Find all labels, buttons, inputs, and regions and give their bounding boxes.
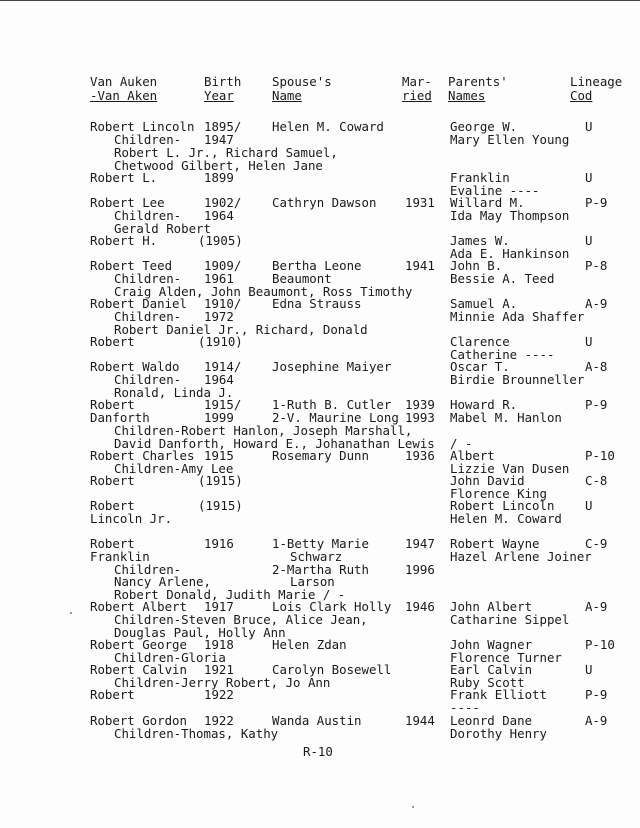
entry-parents: John B. <box>450 258 503 273</box>
header-parents-line-2: Names <box>448 88 486 103</box>
entry-lineage-code: U <box>585 498 593 513</box>
entry-spouse: Edna Strauss <box>272 296 362 311</box>
entry-spouse: 1-Betty Marie <box>272 536 369 551</box>
entry-lineage-code: P-8 <box>585 258 608 273</box>
entry-birth-year: (1915) <box>198 473 243 488</box>
entry-name: Gerald Robert <box>114 221 211 236</box>
entry-parents: Florence King <box>450 486 547 501</box>
entry-birth-year: 1961 <box>204 271 234 286</box>
entry-name: Children- <box>114 271 182 286</box>
entry-name: Robert <box>90 473 135 488</box>
entry-parents: Albert <box>450 448 495 463</box>
header-parents-names <box>448 75 508 103</box>
entry-parents: Hazel Arlene Joiner <box>450 549 592 564</box>
entry-birth-year: 1918 <box>204 637 234 652</box>
entry-spouse: 1-Ruth B. Cutler <box>272 397 392 412</box>
entry-name: Robert Calvin <box>90 662 187 677</box>
entry-name: Children-Steven Bruce, Alice Jean, <box>114 612 368 627</box>
entry-parents: Lizzie Van Dusen <box>450 461 570 476</box>
entry-birth-year: 1947 <box>204 132 234 147</box>
entry-spouse: 2-V. Maurine Long <box>272 410 399 425</box>
entry-name: Danforth <box>90 410 150 425</box>
entry-parents: Clarence <box>450 334 510 349</box>
entry-birth-year: 1899 <box>204 170 234 185</box>
header-surname-line-1: Van Auken <box>90 74 158 89</box>
entry-birth-year: 1999 <box>204 410 234 425</box>
entry-name: Children-Gloria <box>114 650 226 665</box>
entry-parents: Leonrd Dane <box>450 713 533 728</box>
entry-parents: Ada E. Hankinson <box>450 246 570 261</box>
entry-married-year: 1939 <box>405 397 435 412</box>
header-surname-line-2: -Van Aken <box>90 88 158 103</box>
entry-birth-year: 1922 <box>204 687 234 702</box>
entry-married-year: 1936 <box>405 448 435 463</box>
entry-married-year: 1946 <box>405 599 435 614</box>
scan-speck <box>70 612 72 614</box>
entry-parents: George W. <box>450 119 518 134</box>
entry-name: Children-Thomas, Kathy <box>114 726 279 741</box>
top-rule <box>0 0 640 1</box>
entry-name: Children- <box>114 372 182 387</box>
entry-name: Children- <box>114 562 182 577</box>
entry-lineage-code: A-8 <box>585 359 608 374</box>
entry-parents: Oscar T. <box>450 359 510 374</box>
entry-lineage-code: A-9 <box>585 713 608 728</box>
entry-parents: / - <box>450 436 473 451</box>
entry-name: Robert <box>90 536 135 551</box>
entry-name: Nancy Arlene, <box>114 574 211 589</box>
entry-name: Robert Albert <box>90 599 187 614</box>
header-surname <box>90 75 157 103</box>
entry-name: Children-Jerry Robert, Jo Ann <box>114 675 331 690</box>
entry-lineage-code: A-9 <box>585 296 608 311</box>
header-birth-year <box>204 75 241 103</box>
entry-parents: John Albert <box>450 599 533 614</box>
entry-name: Robert <box>90 687 135 702</box>
entry-parents: John Wagner <box>450 637 533 652</box>
entry-lineage-code: C-9 <box>585 536 608 551</box>
entry-name: Robert Teed <box>90 258 173 273</box>
entry-name: Children- <box>114 208 182 223</box>
entry-name: Robert Charles <box>90 448 195 463</box>
entry-name: Robert Daniel Jr., Richard, Donald <box>114 322 368 337</box>
entry-birth-year: 1914/ <box>204 359 242 374</box>
entry-parents: Samuel A. <box>450 296 518 311</box>
entry-spouse: Josephine Maiyer <box>272 359 392 374</box>
entry-name: Children- <box>114 132 182 147</box>
header-parents-line-1: Parents' <box>448 74 508 89</box>
entry-spouse: Rosemary Dunn <box>272 448 369 463</box>
entry-birth-year: 1915 <box>204 448 234 463</box>
entry-parents: Ida May Thompson <box>450 208 570 223</box>
entry-married-year: 1993 <box>405 410 435 425</box>
entry-spouse: Beaumont <box>272 271 332 286</box>
entry-lineage-code: U <box>585 662 593 677</box>
entry-spouse: Wanda Austin <box>272 713 362 728</box>
entry-lineage-code: P-9 <box>585 687 608 702</box>
entry-name: Robert <box>90 397 135 412</box>
entry-name: Lincoln Jr. <box>90 511 173 526</box>
entry-parents: Catharine Sippel <box>450 612 570 627</box>
entry-parents: Willard M. <box>450 195 525 210</box>
entry-name: Children-Robert Hanlon, Joseph Marshall, <box>114 423 413 438</box>
entry-parents: Earl Calvin <box>450 662 533 677</box>
entry-name: Robert Daniel <box>90 296 187 311</box>
entry-name: Robert George <box>90 637 187 652</box>
entry-parents: Frank Elliott <box>450 687 547 702</box>
entry-parents: Dorothy Henry <box>450 726 547 741</box>
entry-name: Robert L. Jr., Richard Samuel, <box>114 145 338 160</box>
entry-name: Robert <box>90 334 135 349</box>
entry-name: Craig Alden, John Beaumont, Ross Timothy <box>114 284 413 299</box>
entry-spouse: Larson <box>290 574 335 589</box>
header-lineage-code <box>570 75 622 103</box>
entry-spouse: Lois Clark Holly <box>272 599 392 614</box>
entry-birth-year: 1910/ <box>204 296 242 311</box>
entry-lineage-code: U <box>585 119 593 134</box>
entry-spouse: Cathryn Dawson <box>272 195 377 210</box>
entry-married-year: 1996 <box>405 562 435 577</box>
entry-birth-year: 1895/ <box>204 119 242 134</box>
entry-name: Chetwood Gilbert, Helen Jane <box>114 158 323 173</box>
entry-name: Douglas Paul, Holly Ann <box>114 625 286 640</box>
entry-name: Robert Lee <box>90 195 165 210</box>
entry-lineage-code: U <box>585 334 593 349</box>
entry-married-year: 1941 <box>405 258 435 273</box>
entry-birth-year: 1964 <box>204 208 234 223</box>
entry-parents: Mary Ellen Young <box>450 132 570 147</box>
entry-parents: Birdie Brounneller <box>450 372 585 387</box>
page-number: R-10 <box>303 744 333 759</box>
entry-lineage-code: U <box>585 170 593 185</box>
header-lineage-line-1: Lineage <box>570 74 623 89</box>
entry-birth-year: 1972 <box>204 309 234 324</box>
entry-lineage-code: P-10 <box>585 448 615 463</box>
entry-birth-year: (1910) <box>198 334 243 349</box>
entry-married-year: 1947 <box>405 536 435 551</box>
entry-birth-year: 1915/ <box>204 397 242 412</box>
entry-spouse: Helen Zdan <box>272 637 347 652</box>
entry-birth-year: 1902/ <box>204 195 242 210</box>
entry-parents: Helen M. Coward <box>450 511 562 526</box>
entry-parents: John David <box>450 473 525 488</box>
entry-birth-year: 1909/ <box>204 258 242 273</box>
entry-spouse: Helen M. Coward <box>272 119 384 134</box>
entry-name: Ronald, Linda J. <box>114 385 234 400</box>
entry-parents: Florence Turner <box>450 650 562 665</box>
header-spouse-line-1: Spouse's <box>272 74 332 89</box>
entry-birth-year: 1921 <box>204 662 234 677</box>
entry-parents: Bessie A. Teed <box>450 271 555 286</box>
entry-name: Children-Amy Lee <box>114 461 234 476</box>
entry-parents: Robert Lincoln <box>450 498 555 513</box>
entry-lineage-code: P-9 <box>585 195 608 210</box>
header-birth-line-1: Birth <box>204 74 242 89</box>
entry-spouse: 2-Martha Ruth <box>272 562 369 577</box>
header-spouse-name <box>272 75 332 103</box>
entry-name: Robert <box>90 498 135 513</box>
entry-birth-year: 1917 <box>204 599 234 614</box>
entry-parents: Ruby Scott <box>450 675 525 690</box>
entry-married-year: 1944 <box>405 713 435 728</box>
header-lineage-line-2: Cod <box>570 88 593 103</box>
entry-name: Franklin <box>90 549 150 564</box>
entry-name: Robert L. <box>90 170 158 185</box>
entry-lineage-code: P-10 <box>585 637 615 652</box>
scan-speck <box>412 806 414 808</box>
entry-name: Robert Waldo <box>90 359 180 374</box>
header-birth-line-2: Year <box>204 88 234 103</box>
entry-lineage-code: U <box>585 233 593 248</box>
entry-parents: Robert Wayne <box>450 536 540 551</box>
entry-parents: ---- <box>450 700 480 715</box>
entry-spouse: Schwarz <box>290 549 343 564</box>
entry-name: Robert Lincoln <box>90 119 195 134</box>
entry-parents: James W. <box>450 233 510 248</box>
entry-spouse: Bertha Leone <box>272 258 362 273</box>
entry-name: Children- <box>114 309 182 324</box>
entry-birth-year: 1922 <box>204 713 234 728</box>
entry-name: David Danforth, Howard E., Johanathan Lewis <box>114 436 435 451</box>
entry-birth-year: (1915) <box>198 498 243 513</box>
entry-parents: Catherine ---- <box>450 347 555 362</box>
entry-name: Robert Gordon <box>90 713 187 728</box>
header-married-line-1: Mar- <box>402 74 432 89</box>
entry-parents: Howard R. <box>450 397 518 412</box>
entry-parents: Evaline ---- <box>450 183 540 198</box>
entry-lineage-code: P-9 <box>585 397 608 412</box>
entry-birth-year: (1905) <box>198 233 243 248</box>
header-married <box>402 75 432 103</box>
entry-parents: Mabel M. Hanlon <box>450 410 562 425</box>
entry-spouse: Carolyn Bosewell <box>272 662 392 677</box>
entry-name: Robert Donald, Judith Marie / - <box>114 587 346 602</box>
entry-lineage-code: A-9 <box>585 599 608 614</box>
header-married-line-2: ried <box>402 88 432 103</box>
entry-lineage-code: C-8 <box>585 473 608 488</box>
entry-parents: Minnie Ada Shaffer <box>450 309 585 324</box>
entry-name: Robert H. <box>90 233 158 248</box>
header-spouse-line-2: Name <box>272 88 302 103</box>
entry-birth-year: 1916 <box>204 536 234 551</box>
entry-parents: Franklin <box>450 170 510 185</box>
entry-married-year: 1931 <box>405 195 435 210</box>
entry-birth-year: 1964 <box>204 372 234 387</box>
